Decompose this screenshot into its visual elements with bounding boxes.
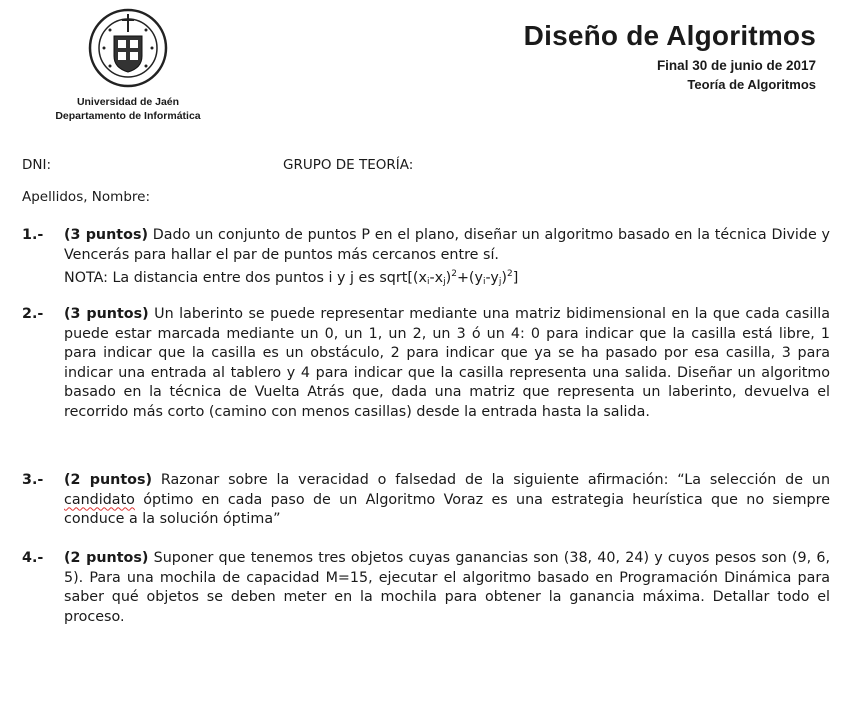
department-name: Departamento de Informática bbox=[55, 110, 201, 122]
exam-date: Final 30 de junio de 2017 bbox=[656, 58, 816, 73]
subject-name: Teoría de Algoritmos bbox=[687, 77, 816, 92]
question-text: Un laberinto se puede representar mediante una matriz bidimensional en la que cada casilla puede estar marcada mediante un 0, un 1, un 2, un 3 ó un 4: 0 para indicar que la casilla está libre, 1 para indicar que la casilla es un obstáculo, 2 para indicar que ya se ha pasado por esa casilla, 3 para indicar una entrada al tablero y 4 para indicar que la casilla representa una salida. Diseñar un algoritmo basado en la técnica de Vuelta Atrás que, dada una matriz que representa un laberinto, devuelva el recorrido más corto (camino con menos casillas) desde la entrada hasta la salida. bbox=[64, 306, 830, 420]
question-4 bbox=[22, 549, 830, 627]
dni-field-label: DNI: bbox=[22, 157, 52, 173]
question-text: Dado un conjunto de puntos P en el plano, diseñar un algoritmo basado en la técnica Divide y Vencerás para hallar el par de puntos más cercanos entre sí. bbox=[64, 227, 830, 263]
grupo-field-label: GRUPO DE TEORÍA: bbox=[283, 157, 414, 173]
question-number: 4.- bbox=[22, 550, 44, 566]
question-points: (2 puntos) bbox=[64, 472, 153, 488]
apellidos-field-label: Apellidos, Nombre: bbox=[22, 189, 150, 205]
question-number: 2.- bbox=[22, 306, 44, 322]
question-number: 1.- bbox=[22, 227, 44, 243]
question-body bbox=[64, 471, 830, 530]
question-text-a: Razonar sobre la veracidad o falsedad de la siguiente afirmación: “La selección de un bbox=[152, 472, 831, 488]
question-body bbox=[64, 549, 830, 627]
question-3 bbox=[22, 471, 830, 530]
university-block bbox=[18, 95, 238, 123]
question-body bbox=[64, 226, 830, 293]
question-text: Suponer que tenemos tres objetos cuyas ganancias son (38, 40, 24) y cuyos pesos son (9, 6, 5). Para una mochila de capacidad M=15, ejecutar el algoritmo basado en Programación Dinámica para saber qué objetos se deben meter en la mochila para obtener la ganancia máxima. Detallar todo el proceso. bbox=[64, 550, 830, 625]
question-number: 3.- bbox=[22, 472, 44, 488]
university-name: Universidad de Jaén bbox=[76, 96, 180, 108]
question-2 bbox=[22, 305, 830, 422]
question-body bbox=[64, 305, 830, 422]
spellcheck-word: candidato bbox=[64, 491, 135, 508]
university-seal-icon bbox=[88, 8, 168, 88]
nota-text: NOTA: La distancia entre dos puntos i y j es $sqrt[(x_i-x_j)^2+(y_i-y_j)^2]$ bbox=[64, 269, 519, 287]
document-title: Diseño de Algoritmos bbox=[523, 20, 816, 51]
question-1 bbox=[22, 226, 830, 293]
question-points: (3 puntos) bbox=[64, 227, 148, 243]
question-text-b: óptimo en cada paso de un Algoritmo Voraz es una estrategia heurística que no siempre conduce a la solución óptima” bbox=[64, 491, 830, 527]
question-points: (2 puntos) bbox=[64, 550, 149, 566]
question-points: (3 puntos) bbox=[64, 306, 149, 322]
